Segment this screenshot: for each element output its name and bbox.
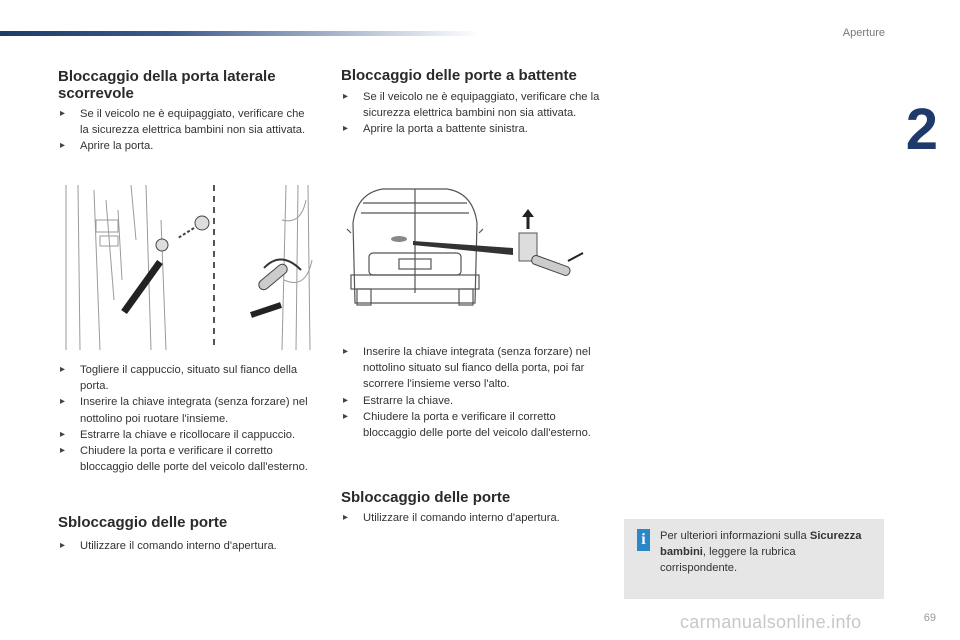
page-number: 69 <box>923 612 936 624</box>
bullet-icon: ▸ <box>343 512 349 523</box>
sliding-door-lock-illustration <box>56 180 318 355</box>
bullet-icon: ▸ <box>343 346 349 357</box>
bullet-icon: ▸ <box>343 394 349 406</box>
bullet-icon: ▸ <box>343 91 349 102</box>
info-bold-link: Sicurezza bambini <box>660 530 862 559</box>
list-item: ▸ Se il veicolo ne è equipaggiato, verificare che la sicurezza elettrica bambini non sia attivata. <box>343 91 600 120</box>
list-item: ▸ Utilizzare il comando interno d'apertura. <box>58 538 316 554</box>
left-unlock-title: Sbloccaggio delle porte <box>58 514 228 531</box>
bullet-icon: ▸ <box>60 445 66 457</box>
list-item: ▸ Chiudere la porta e verificare il corretto bloccaggio delle porte del veicolo dall'esterno. <box>60 445 308 474</box>
info-text: Per ulteriori informazioni sulla Sicurezza bambini, leggere la rubrica corrispondente. <box>660 530 862 575</box>
bullet-icon: ▸ <box>60 364 66 375</box>
left-steps-1 <box>58 106 316 155</box>
watermark: carmanualsonline.info <box>680 612 862 632</box>
info-icon: i <box>637 529 650 551</box>
list-item: ▸ Inserire la chiave integrata (senza forzare) nel nottolino situato sul fianco della porta, poi far scorrere l'insieme verso l'alto. <box>343 346 591 391</box>
bullet-icon: ▸ <box>60 428 66 440</box>
bullet-icon: ▸ <box>343 410 349 422</box>
bullet-icon: ▸ <box>60 140 66 152</box>
list-item: ▸ Aprire la porta. <box>58 138 316 154</box>
list-item: ▸ Inserire la chiave integrata (senza forzare) nel nottolino poi ruotare l'insieme. <box>60 396 308 425</box>
middle-title: Bloccaggio delle porte a battente <box>341 67 577 84</box>
rear-doors-lock-illustration <box>343 183 605 313</box>
list-item: ▸ Se il veicolo ne è equipaggiato, verificare che la sicurezza elettrica bambini non sia attivata. <box>60 108 306 137</box>
bullet-icon: ▸ <box>60 396 66 408</box>
list-item: ▸ Utilizzare il comando interno d'apertura. <box>341 510 603 526</box>
bullet-icon: ▸ <box>343 123 349 135</box>
list-item: ▸ Estrarre la chiave. <box>341 393 603 409</box>
middle-unlock-title: Sbloccaggio delle porte <box>341 489 511 506</box>
info-box <box>624 519 884 599</box>
chapter-number: 2 <box>905 97 938 162</box>
header-gradient-bar <box>0 31 480 36</box>
left-title: Bloccaggio della porta laterale scorrevole <box>58 68 276 102</box>
middle-steps-2 <box>341 344 603 441</box>
list-item: ▸ Chiudere la porta e verificare il corretto bloccaggio delle porte del veicolo dall'esterno. <box>343 410 591 440</box>
section-label: Aperture <box>842 27 885 39</box>
left-steps-2 <box>58 362 316 475</box>
middle-steps-1 <box>341 89 603 138</box>
list-item: ▸ Togliere il cappuccio, situato sul fianco della porta. <box>60 364 298 393</box>
list-item: ▸ Estrarre la chiave e ricollocare il cappuccio. <box>58 427 316 443</box>
middle-unlock-steps <box>341 510 603 526</box>
list-item: ▸ Aprire la porta a battente sinistra. <box>341 121 603 137</box>
bullet-icon: ▸ <box>60 108 66 119</box>
bullet-icon: ▸ <box>60 540 66 551</box>
left-unlock-steps <box>58 538 316 554</box>
